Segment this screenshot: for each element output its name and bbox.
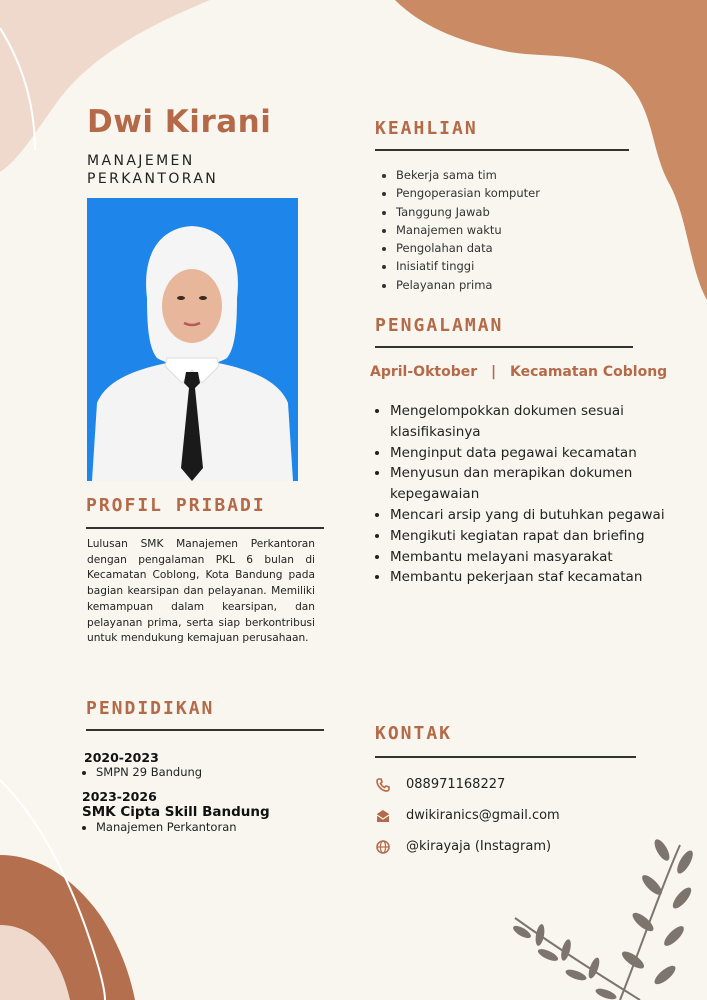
pendidikan-heading: PENDIDIKAN	[86, 698, 215, 719]
skill-item: • Inisiatif tinggi	[396, 257, 656, 275]
kontak-heading: KONTAK	[375, 723, 453, 744]
experience-item: • Mengelompokkan dokumen sesuai klasifikasinya	[390, 401, 680, 443]
skill-item: • Bekerja sama tim	[396, 166, 656, 184]
contact-social[interactable]	[376, 839, 551, 854]
education-school: SMK Cipta Skill Bandung	[82, 804, 270, 820]
experience-item: • Membantu melayani masyarakat	[390, 547, 680, 568]
skill-item: • Pengolahan data	[396, 239, 656, 257]
experience-separator: |	[491, 364, 497, 380]
contact-email-text: dwikiranics@gmail.com	[406, 808, 560, 823]
education-entry-2	[82, 789, 322, 834]
education-items	[82, 820, 322, 834]
phone-icon	[376, 778, 390, 792]
profil-divider	[86, 527, 324, 529]
education-years: 2020-2023	[84, 750, 159, 765]
profil-text: Lulusan SMK Manajemen Perkantoran dengan pengalaman PKL 6 bulan di Kecamatan Coblong, Kota Bandung pada bagian kearsipan dan pelayanan. Memiliki kemampuan dalam kearsipan, dan pelayanan prima, serta siap berkontribusi untuk mendukung kemajuan perusahaan.	[87, 538, 315, 645]
experience-item: • Membantu pekerjaan staf kecamatan	[390, 567, 680, 588]
candidate-role: MANAJEMEN PERKANTORAN	[87, 153, 219, 187]
pengalaman-heading: PENGALAMAN	[375, 315, 504, 336]
leaf-branch-decoration	[511, 837, 695, 1000]
education-item: • SMPN 29 Bandung	[96, 765, 324, 779]
experience-header	[370, 364, 667, 380]
education-entry-1	[84, 750, 324, 779]
keahlian-divider	[375, 149, 629, 151]
experience-item: • Mengikuti kegiatan rapat dan briefing	[390, 526, 680, 547]
experience-item: • Menyusun dan merapikan dokumen kepegawaian	[390, 463, 680, 505]
keahlian-heading: KEAHLIAN	[375, 118, 478, 139]
kontak-divider	[375, 756, 636, 758]
profil-heading: PROFIL PRIBADI	[86, 495, 266, 516]
skill-item: • Pengoperasian komputer	[396, 184, 656, 202]
education-item: • Manajemen Perkantoran	[96, 820, 322, 834]
pendidikan-divider	[86, 729, 324, 731]
experience-period: April-Oktober	[370, 364, 478, 380]
education-years: 2023-2026	[82, 789, 157, 804]
experience-item: • Mencari arsip yang di butuhkan pegawai	[390, 505, 680, 526]
skill-item: • Manajemen waktu	[396, 221, 656, 239]
pale-blob-top-left	[0, 0, 210, 172]
pengalaman-divider	[375, 346, 633, 348]
contact-email[interactable]	[376, 808, 560, 823]
contact-phone-text: 088971168227	[406, 777, 506, 792]
skill-item: • Tanggung Jawab	[396, 203, 656, 221]
skill-item: • Pelayanan prima	[396, 276, 656, 294]
envelope-icon	[376, 809, 390, 823]
experience-place: Kecamatan Coblong	[510, 364, 668, 380]
globe-icon	[376, 840, 390, 854]
experience-item: • Menginput data pegawai kecamatan	[390, 443, 680, 464]
contact-phone[interactable]	[376, 777, 505, 792]
education-items	[84, 765, 324, 779]
skills-list	[378, 166, 656, 294]
experience-list	[372, 401, 680, 588]
contact-social-text: @kirayaja (Instagram)	[406, 839, 552, 854]
portrait-photo	[87, 198, 298, 481]
candidate-name: Dwi Kirani	[87, 104, 272, 140]
